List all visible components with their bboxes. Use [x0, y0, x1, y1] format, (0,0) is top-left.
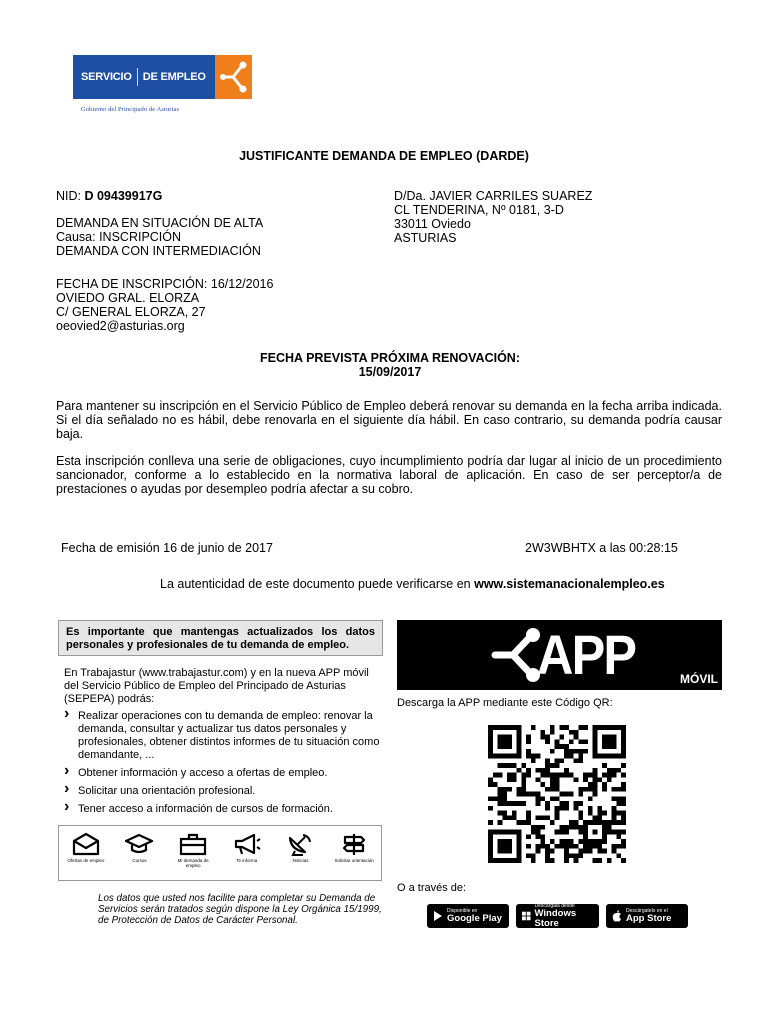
- servicio-empleo-logo: [73, 55, 252, 99]
- store-small-label: Descárgatelo en el: [626, 908, 668, 914]
- list-item: › Realizar operaciones con tu demanda de empleo: renovar la demanda, consultar y actualizar tus datos personales y profesionales, obtener distintos informes de tu situación como demandante, ...: [64, 710, 384, 762]
- oficina-block: [56, 277, 273, 333]
- importante-box: Es importante que mantengas actualizados los datos personales y profesionales de tu demanda de empleo.: [58, 620, 383, 656]
- document-title: JUSTIFICANTE DEMANDA DE EMPLEO (DARDE): [239, 149, 529, 163]
- store-small-label: Disponible en: [447, 908, 478, 914]
- trabajastur-intro: En Trabajastur (www.trabajastur.com) y en la nueva APP móvil del Servicio Público de Empleo del Principado de Asturias (SEPEPA) podrás:: [64, 667, 369, 705]
- store-big-label: App Store: [626, 913, 672, 924]
- feature-ofertas: [63, 832, 109, 863]
- store-big-label: Windows Store: [534, 908, 577, 929]
- renovacion-date: 15/09/2017: [358, 365, 422, 379]
- codigo-verificacion: 2W3WBHTX a las 00:28:15: [525, 541, 678, 555]
- paragraph-obligaciones: Esta inscripción conlleva una serie de obligaciones, cuyo incumplimiento podría dar lugar al inicio de un procedimiento sancionador, conforme a lo establecido en la normativa laboral de aplicación. En caso de ser perceptor/a de prestaciones o ayudas por desempleo podría afectar a su cobro.: [56, 454, 722, 496]
- destinatario-line-3: 33011 Oviedo: [394, 217, 471, 231]
- fecha-inscripcion: FECHA DE INSCRIPCIÓN: 16/12/2016: [56, 277, 274, 291]
- google-play-button[interactable]: [427, 904, 509, 928]
- app-movil: MÓVIL: [680, 672, 718, 686]
- feature-label: Ofertas de empleo: [67, 858, 105, 863]
- list-item: › Obtener información y acceso a ofertas de empleo.: [64, 767, 384, 780]
- logo-mark-icon: [215, 55, 252, 99]
- feature-label: Solicitar orientación: [334, 858, 374, 863]
- app-features-icons: [58, 825, 382, 881]
- feature-cursos: [116, 832, 162, 863]
- feature-demanda: [170, 832, 216, 868]
- oficina-nombre: OVIEDO GRAL. ELORZA: [56, 291, 200, 305]
- otra-via-label: O a través de:: [397, 882, 467, 894]
- qr-label: Descarga la APP mediante este Código QR:: [397, 697, 613, 709]
- feature-noticias: [277, 832, 323, 863]
- logo-right-text: DE EMPLEO: [142, 71, 206, 83]
- satellite-dish-icon: [285, 832, 315, 856]
- megaphone-icon: [232, 832, 262, 856]
- autenticidad-line: [160, 577, 665, 591]
- destinatario-line-4: ASTURIAS: [394, 231, 457, 245]
- estado-block: [56, 216, 263, 258]
- logo-divider: [137, 68, 138, 86]
- destinatario-block: [394, 189, 592, 245]
- app-store-button[interactable]: [606, 904, 688, 928]
- renovacion-block: [0, 351, 768, 379]
- services-list: [64, 710, 384, 821]
- autenticidad-text: La autenticidad de este documento puede verificarse en: [160, 577, 475, 591]
- store-small-label: Descárgala desde: [534, 903, 575, 909]
- estado-line-2: Causa: INSCRIPCIÓN: [56, 230, 182, 244]
- feature-label: Mi demanda de empleo: [177, 858, 209, 868]
- legal-notice: Los datos que usted nos facilite para completar su Demanda de Servicios serán tratados según dispone la Ley Orgánica 15/1999, de Protección de Datos de Carácter Personal.: [98, 893, 382, 926]
- logo-subtitle: Gobierno del Principado de Asturias: [81, 106, 180, 113]
- windows-icon: [522, 910, 531, 922]
- store-big-label: Google Play: [447, 913, 502, 924]
- verification-link[interactable]: www.sistemanacionalempleo.es: [474, 577, 665, 591]
- paragraph-renovar: Para mantener su inscripción en el Servicio Público de Empleo deberá renovar su demanda en la fecha arriba indicada. Si el día señalado no es hábil, debe renovarla en el siguiente día hábil. En caso contrario, su demanda podría causar baja.: [56, 399, 722, 441]
- briefcase-icon: [178, 832, 208, 856]
- logo-left-text: SERVICIO: [81, 71, 132, 83]
- oficina-email: oeovied2@asturias.org: [56, 319, 185, 333]
- oficina-direccion: C/ GENERAL ELORZA, 27: [56, 305, 206, 319]
- fecha-emision: Fecha de emisión 16 de junio de 2017: [61, 541, 273, 555]
- feature-informa: [224, 832, 270, 863]
- signpost-icon: [339, 832, 369, 856]
- list-item: › Solicitar una orientación profesional.: [64, 785, 384, 798]
- destinatario-line-2: CL TENDERINA, Nº 0181, 3-D: [394, 203, 564, 217]
- nid-label: NID:: [56, 189, 81, 203]
- feature-label: Cursos: [132, 858, 147, 863]
- app-banner: [397, 620, 722, 690]
- estado-line-1: DEMANDA EN SITUACIÓN DE ALTA: [56, 216, 264, 230]
- feature-solicitar: [331, 832, 377, 863]
- renovacion-label: FECHA PREVISTA PRÓXIMA RENOVACIÓN:: [260, 351, 520, 365]
- nid-value: D 09439917G: [84, 189, 163, 203]
- google-play-icon: [433, 910, 443, 922]
- estado-line-3: DEMANDA CON INTERMEDIACIÓN: [56, 244, 261, 258]
- feature-label: Te informa: [236, 858, 258, 863]
- envelope-icon: [71, 832, 101, 856]
- app-word: APP: [537, 623, 636, 686]
- apple-icon: [612, 910, 622, 922]
- graduation-cap-icon: [124, 832, 154, 856]
- feature-label: Noticias: [292, 858, 309, 863]
- windows-store-button[interactable]: [516, 904, 599, 928]
- qr-code-icon[interactable]: [487, 725, 627, 863]
- nid-block: [56, 189, 162, 203]
- destinatario-line-1: D/Da. JAVIER CARRILES SUAREZ: [394, 189, 593, 203]
- list-item: › Tener acceso a información de cursos de formación.: [64, 803, 384, 816]
